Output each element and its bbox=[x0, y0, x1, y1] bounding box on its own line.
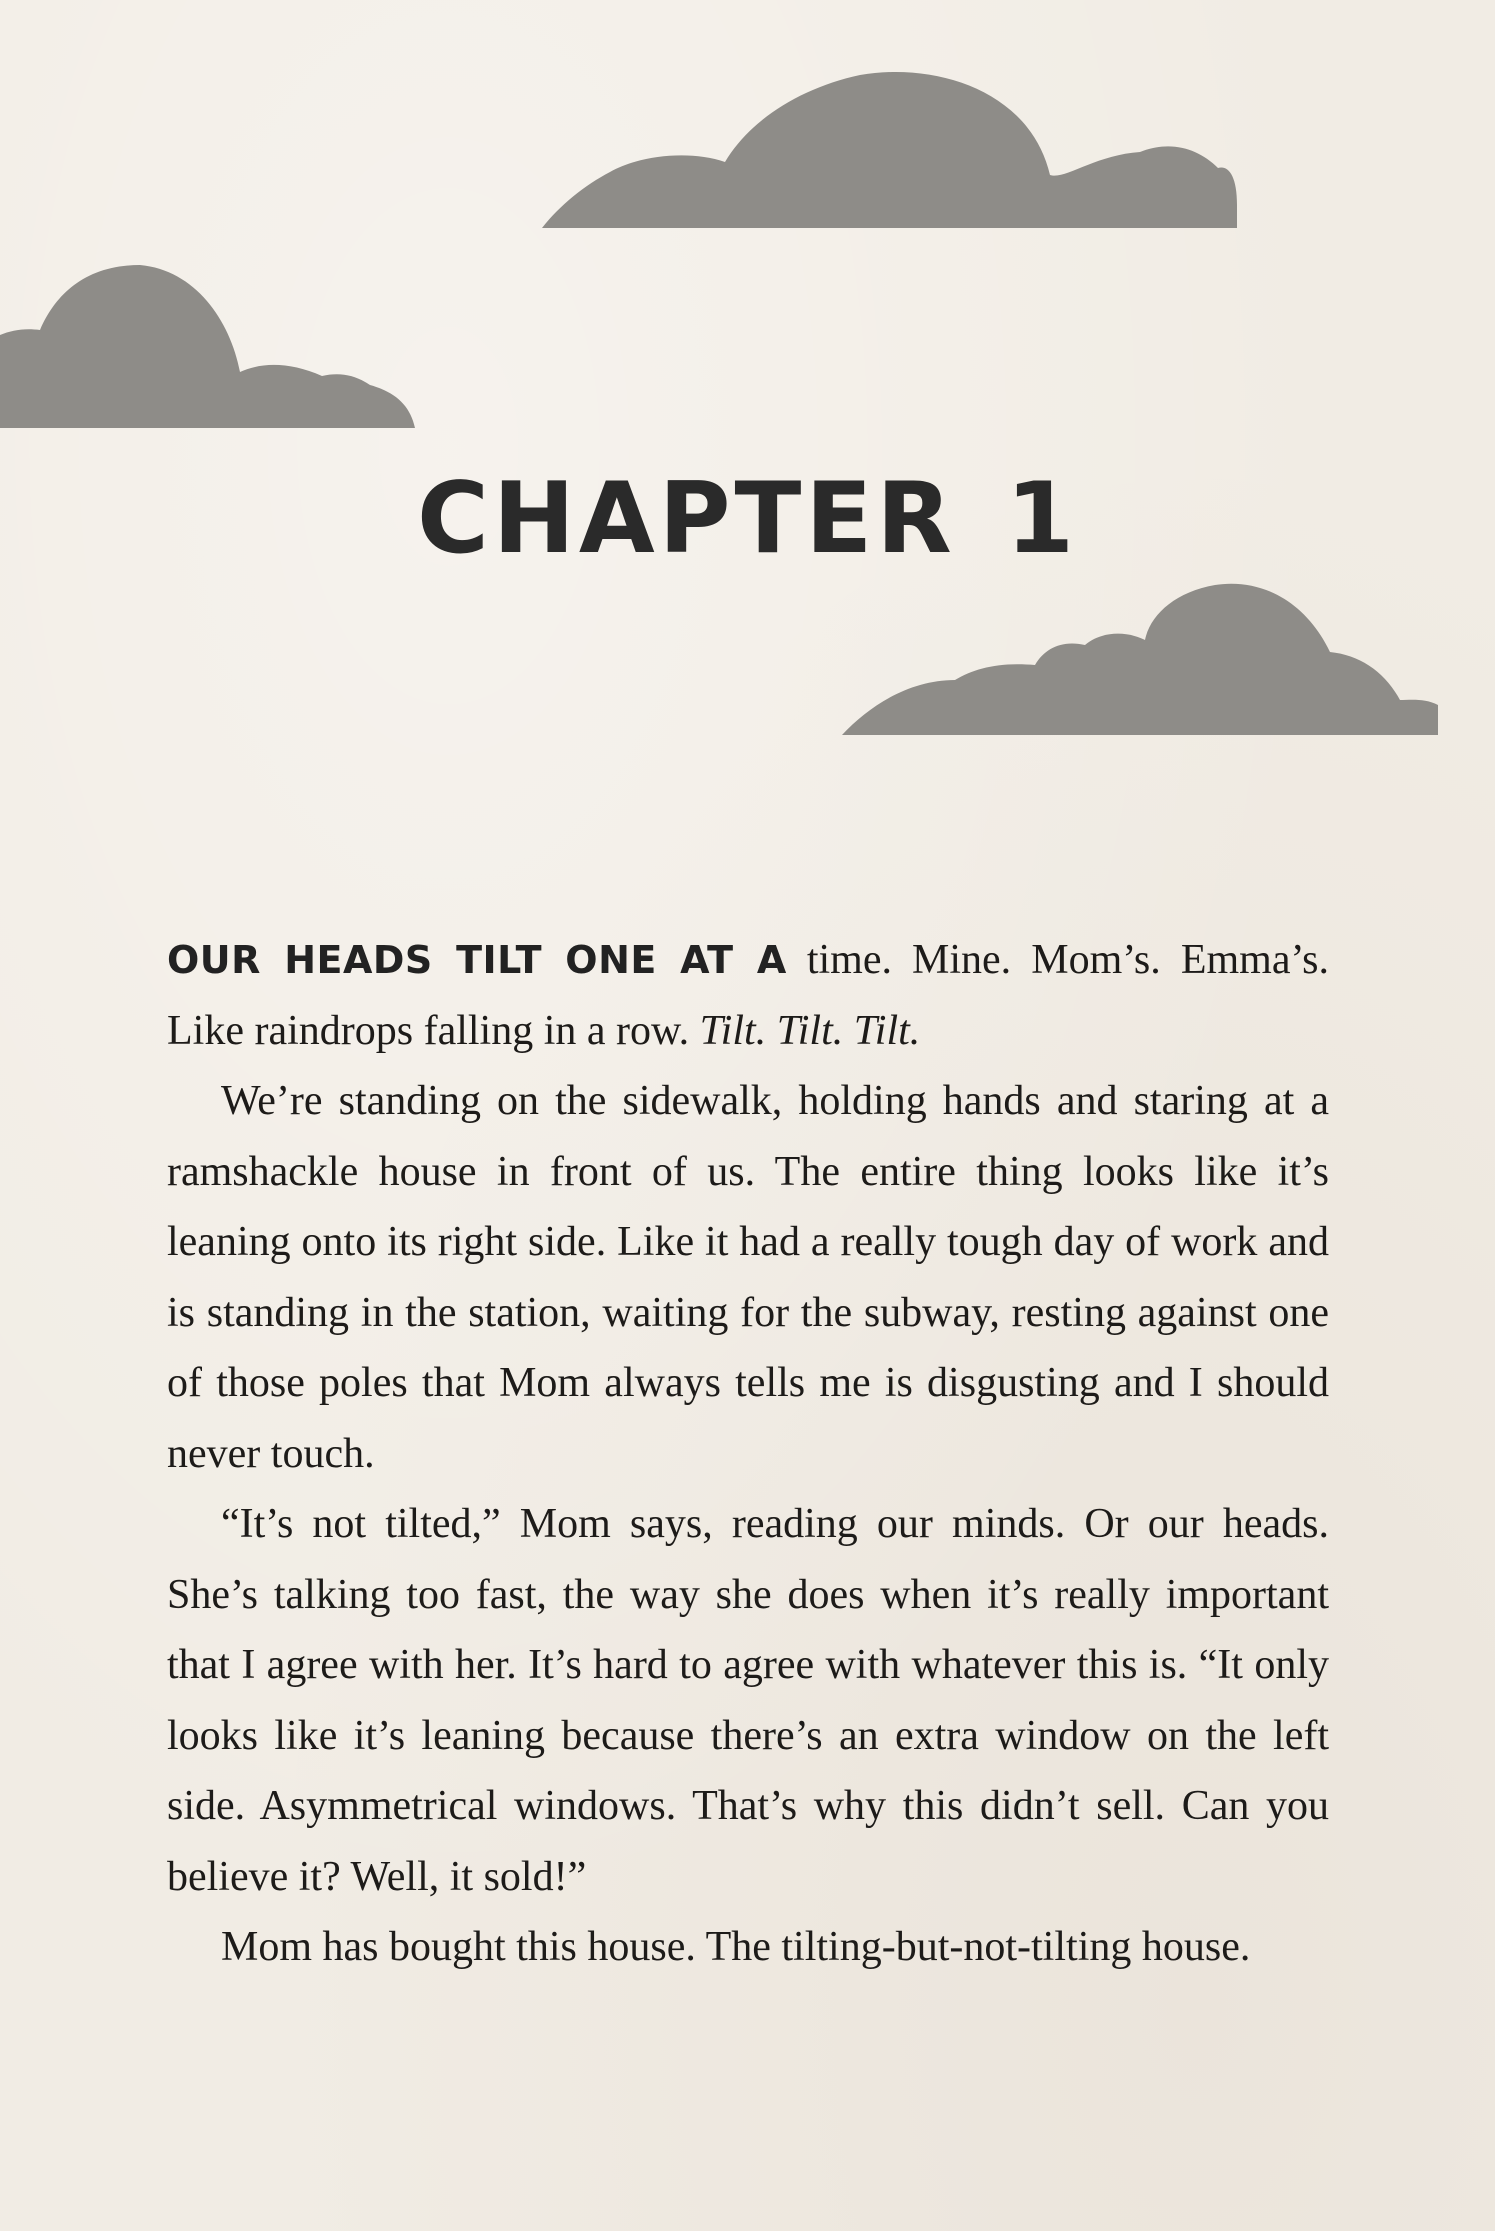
paragraph-1-italic: Tilt. Tilt. Tilt. bbox=[699, 1007, 921, 1054]
chapter-label: CHAPTER bbox=[416, 462, 956, 576]
cloud-decoration bbox=[0, 0, 1495, 760]
paragraph-4: Mom has bought this house. The tilting-but-not-tilting house. bbox=[221, 1924, 1251, 1970]
paragraph-1-text: time. Mine. Mom’s. Emma’s. Like raindrops falling in a row. bbox=[167, 937, 1329, 1054]
paragraph-2: We’re standing on the sidewalk, holding hands and staring at a ramshackle house in front of us. The entire thing looks like it’s leaning onto its right side. Like it had a really tough day of work and is standing in the station, waiting for the subway, resting against one of those poles that Mom always tells me is disgusting and I should never touch. bbox=[167, 1078, 1329, 1477]
cloud-icon bbox=[0, 265, 415, 428]
chapter-number: 1 bbox=[1005, 462, 1079, 576]
cloud-icon bbox=[842, 584, 1438, 735]
paragraph-3: “It’s not tilted,” Mom says, reading our minds. Or our heads. She’s talking too fast, the way she does when it’s really important that I agree with her. It’s hard to agree with whatever this is. “It only looks like it’s leaning because there’s an extra window on the left side. Asymmetrical windows. That’s why this didn’t sell. Can you believe it? Well, it sold!” bbox=[167, 1501, 1329, 1900]
paragraph-1 bbox=[167, 925, 1329, 1066]
chapter-heading bbox=[0, 462, 1495, 576]
chapter-body bbox=[167, 925, 1329, 1983]
lead-in-smallcaps: OUR HEADS TILT ONE AT A bbox=[167, 938, 787, 982]
cloud-icon bbox=[542, 72, 1237, 228]
